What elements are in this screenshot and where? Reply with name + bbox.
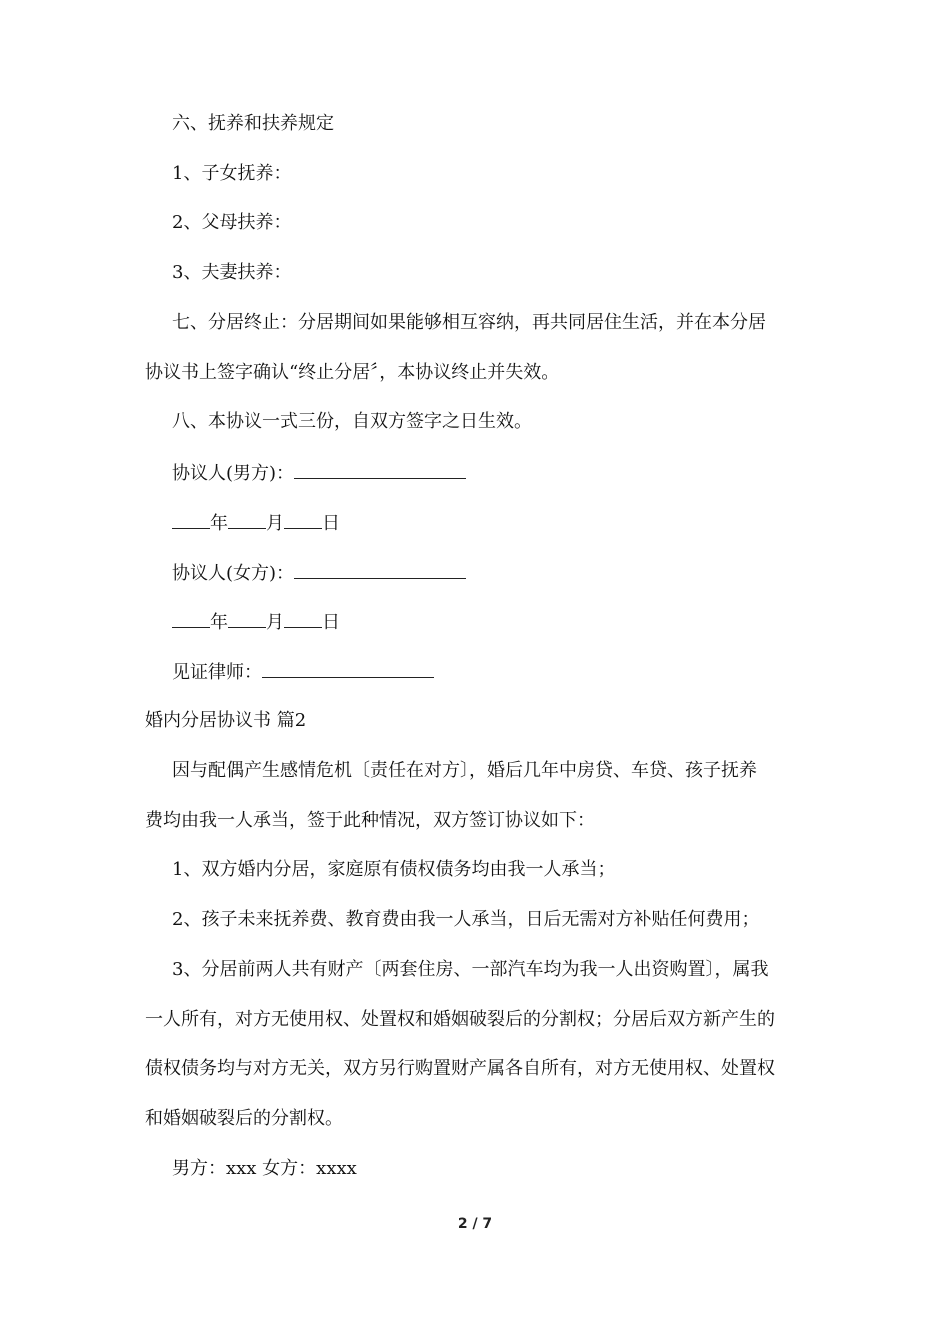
lawyer-signature-line xyxy=(172,659,842,685)
section-6-heading: 六、抚养和扶养规定 xyxy=(172,113,334,134)
part-2-title: 婚内分居协议书 篇2 xyxy=(145,710,307,731)
male-year-blank[interactable] xyxy=(172,510,210,529)
day-label: 日 xyxy=(322,513,340,534)
lawyer-signature-blank[interactable] xyxy=(262,659,434,678)
year-label: 年 xyxy=(210,612,228,633)
male-day-blank[interactable] xyxy=(284,510,322,529)
part-2-intro-line-2: 费均由我一人承当，签于此种情况，双方签订协议如下： xyxy=(145,810,595,831)
part-2-item-3-line-1: 3、分居前两人共有财产〔两套住房、一部汽车均为我一人出资购置〕，属我 xyxy=(172,959,769,980)
male-month-blank[interactable] xyxy=(228,510,266,529)
section-7-line-2: 协议书上签字确认“终止分居〞，本协议终止并失效。 xyxy=(145,362,560,383)
month-label: 月 xyxy=(266,513,284,534)
part-2-item-3-line-4: 和婚姻破裂后的分割权。 xyxy=(145,1108,343,1129)
part-2-item-1: 1、双方婚内分居，家庭原有债权债务均由我一人承当； xyxy=(172,859,616,880)
male-signature-blank[interactable] xyxy=(294,460,466,479)
male-date-line xyxy=(172,510,842,536)
lawyer-signature-label: 见证律师： xyxy=(172,662,262,683)
year-label: 年 xyxy=(210,513,228,534)
female-year-blank[interactable] xyxy=(172,609,210,628)
female-signature-label: 协议人(女方)： xyxy=(172,563,295,584)
section-7-line-1: 七、分居终止：分居期间如果能够相互容纳，再共同居住生活，并在本分居 xyxy=(172,312,766,333)
female-date-line xyxy=(172,609,842,635)
day-label: 日 xyxy=(322,612,340,633)
month-label: 月 xyxy=(266,612,284,633)
part-2-item-3-line-2: 一人所有，对方无使用权、处置权和婚姻破裂后的分割权；分居后双方新产生的 xyxy=(145,1009,775,1030)
female-month-blank[interactable] xyxy=(228,609,266,628)
page-indicator: 2 / 7 xyxy=(457,1216,493,1232)
part-2-item-2: 2、孩子未来抚养费、教育费由我一人承当，日后无需对方补贴任何费用； xyxy=(172,909,760,930)
part-2-intro-line-1: 因与配偶产生感情危机〔责任在对方〕，婚后几年中房贷、车贷、孩子抚养 xyxy=(172,760,757,781)
parent-support-item: 2、父母扶养： xyxy=(172,212,292,233)
parties-line: 男方：xxx 女方：xxxx xyxy=(172,1158,357,1179)
female-signature-line xyxy=(172,560,842,586)
spouse-support-item: 3、夫妻扶养： xyxy=(172,262,292,283)
female-day-blank[interactable] xyxy=(284,609,322,628)
male-signature-line xyxy=(172,460,842,486)
male-signature-label: 协议人(男方)： xyxy=(172,463,295,484)
female-signature-blank[interactable] xyxy=(294,560,466,579)
child-support-item: 1、子女抚养： xyxy=(172,163,292,184)
section-8-line: 八、本协议一式三份，自双方签字之日生效。 xyxy=(172,411,532,432)
part-2-item-3-line-3: 债权债务均与对方无关，双方另行购置财产属各自所有，对方无使用权、处置权 xyxy=(145,1058,775,1079)
